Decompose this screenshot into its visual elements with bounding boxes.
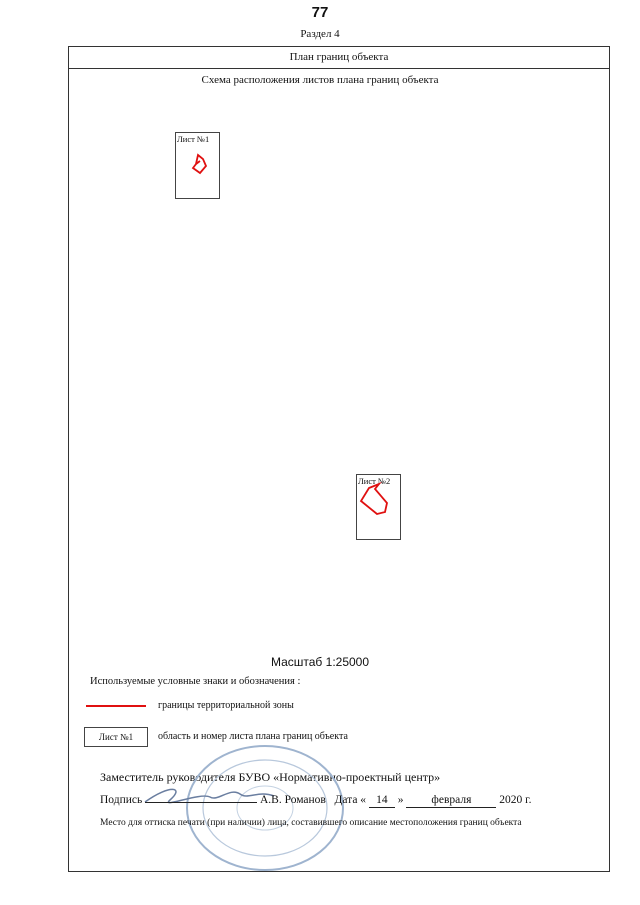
sheet-2-boundary-shape: [357, 475, 402, 541]
signer-name: А.В. Романов: [259, 794, 326, 806]
signature-row: [100, 794, 531, 808]
date-day[interactable]: 14: [369, 794, 395, 808]
legend-sheet-text: область и номер листа плана границ объекта: [158, 731, 348, 742]
page-number: 77: [311, 4, 329, 21]
red-boundary-line: [86, 705, 146, 707]
sheet-1-label: Лист №1: [177, 134, 210, 144]
legend-boundary-text: границы территориальной зоны: [158, 700, 294, 711]
sheet-2-box[interactable]: [356, 474, 401, 540]
legend-title: Используемые условные знаки и обозначения :: [90, 676, 301, 687]
date-label: Дата «: [334, 794, 367, 806]
date-year: 2020 г.: [499, 794, 532, 806]
legend-sheet-symbol: Лист №1: [84, 727, 148, 747]
sign-label: Подпись: [100, 794, 143, 806]
stamp-place-note: Место для оттиска печати (при наличии) лица, составившего описание местоположения границ объекта: [100, 818, 522, 828]
frame-title: План границ объекта: [69, 47, 609, 69]
scheme-title: Схема расположения листов плана границ объекта: [201, 74, 439, 86]
signature-field[interactable]: [145, 802, 257, 803]
date-quote-close: »: [397, 794, 404, 806]
scale-text: Масштаб 1:25000: [270, 655, 370, 669]
sheet-2-label: Лист №2: [358, 476, 391, 486]
legend-boundary-symbol: [84, 697, 148, 715]
section-title: Раздел 4: [300, 28, 340, 40]
sheet-1-boundary-shape: [176, 133, 221, 200]
date-month[interactable]: февраля: [406, 794, 496, 808]
deputy-line: Заместитель руководителя БУВО «Нормативно-проектный центр»: [100, 770, 441, 784]
sheet-1-box[interactable]: [175, 132, 220, 199]
